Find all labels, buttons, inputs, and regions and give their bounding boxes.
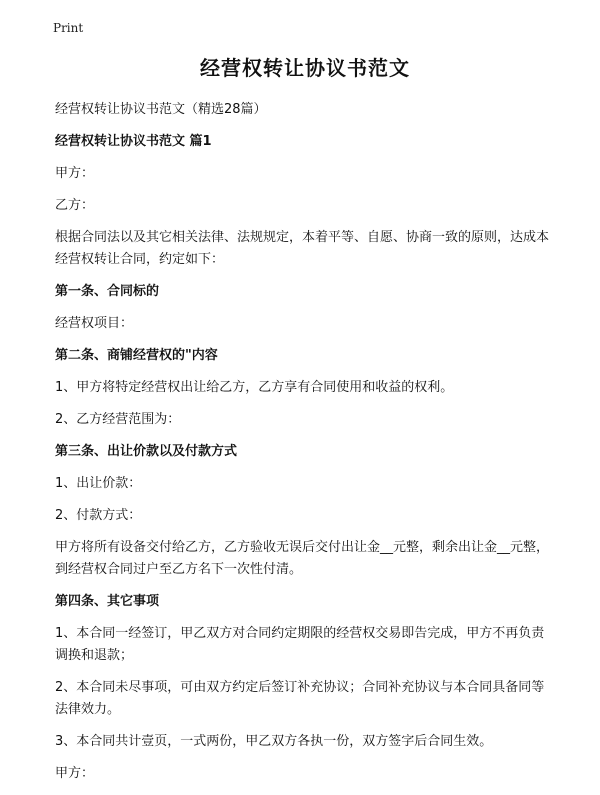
party-a-line: 甲方： — [55, 166, 95, 181]
section-title: 经营权转让协议书范文 篇1 — [55, 134, 212, 149]
article-4-item-2: 2、本合同未尽事项，可由双方约定后签订补充协议；合同补充协议与本合同具备同等法律效力。 — [55, 680, 545, 717]
signature-party-a: 甲方： — [55, 766, 95, 781]
article-3-item-2: 2、付款方式： — [55, 508, 142, 523]
document-body — [55, 50, 555, 795]
article-1-heading: 第一条、合同标的 — [55, 284, 160, 299]
document-title: 经营权转让协议书范文 — [200, 56, 410, 80]
article-4-item-1: 1、本合同一经签订，甲乙双方对合同约定期限的经营权交易即告完成，甲方不再负责调换和退款； — [55, 626, 545, 663]
intro-paragraph: 根据合同法以及其它相关法律、法规规定，本着平等、自愿、协商一致的原则，达成本经营权转让合同，约定如下： — [55, 230, 550, 267]
party-b-line: 乙方： — [55, 198, 95, 213]
article-2-heading: 第二条、商铺经营权的"内容 — [55, 348, 218, 363]
article-2-item-2: 2、乙方经营范围为： — [55, 412, 181, 427]
document-subtitle: 经营权转让协议书范文（精选28篇） — [55, 102, 267, 117]
article-2-item-1: 1、甲方将特定经营权出让给乙方，乙方享有合同使用和收益的权利。 — [55, 380, 454, 395]
article-3-item-1: 1、出让价款： — [55, 476, 142, 491]
article-1-item: 经营权项目： — [55, 316, 134, 331]
print-label: Print — [53, 21, 84, 35]
article-4-item-3: 3、本合同共计壹页，一式两份，甲乙双方各执一份，双方签字后合同生效。 — [55, 734, 493, 749]
article-3-heading: 第三条、出让价款以及付款方式 — [55, 444, 238, 459]
article-4-heading: 第四条、其它事项 — [55, 594, 160, 609]
article-3-paragraph: 甲方将所有设备交付给乙方，乙方验收无误后交付出让金__元整，剩余出让金__元整，到经营权合同过户至乙方名下一次性付清。 — [55, 540, 550, 577]
